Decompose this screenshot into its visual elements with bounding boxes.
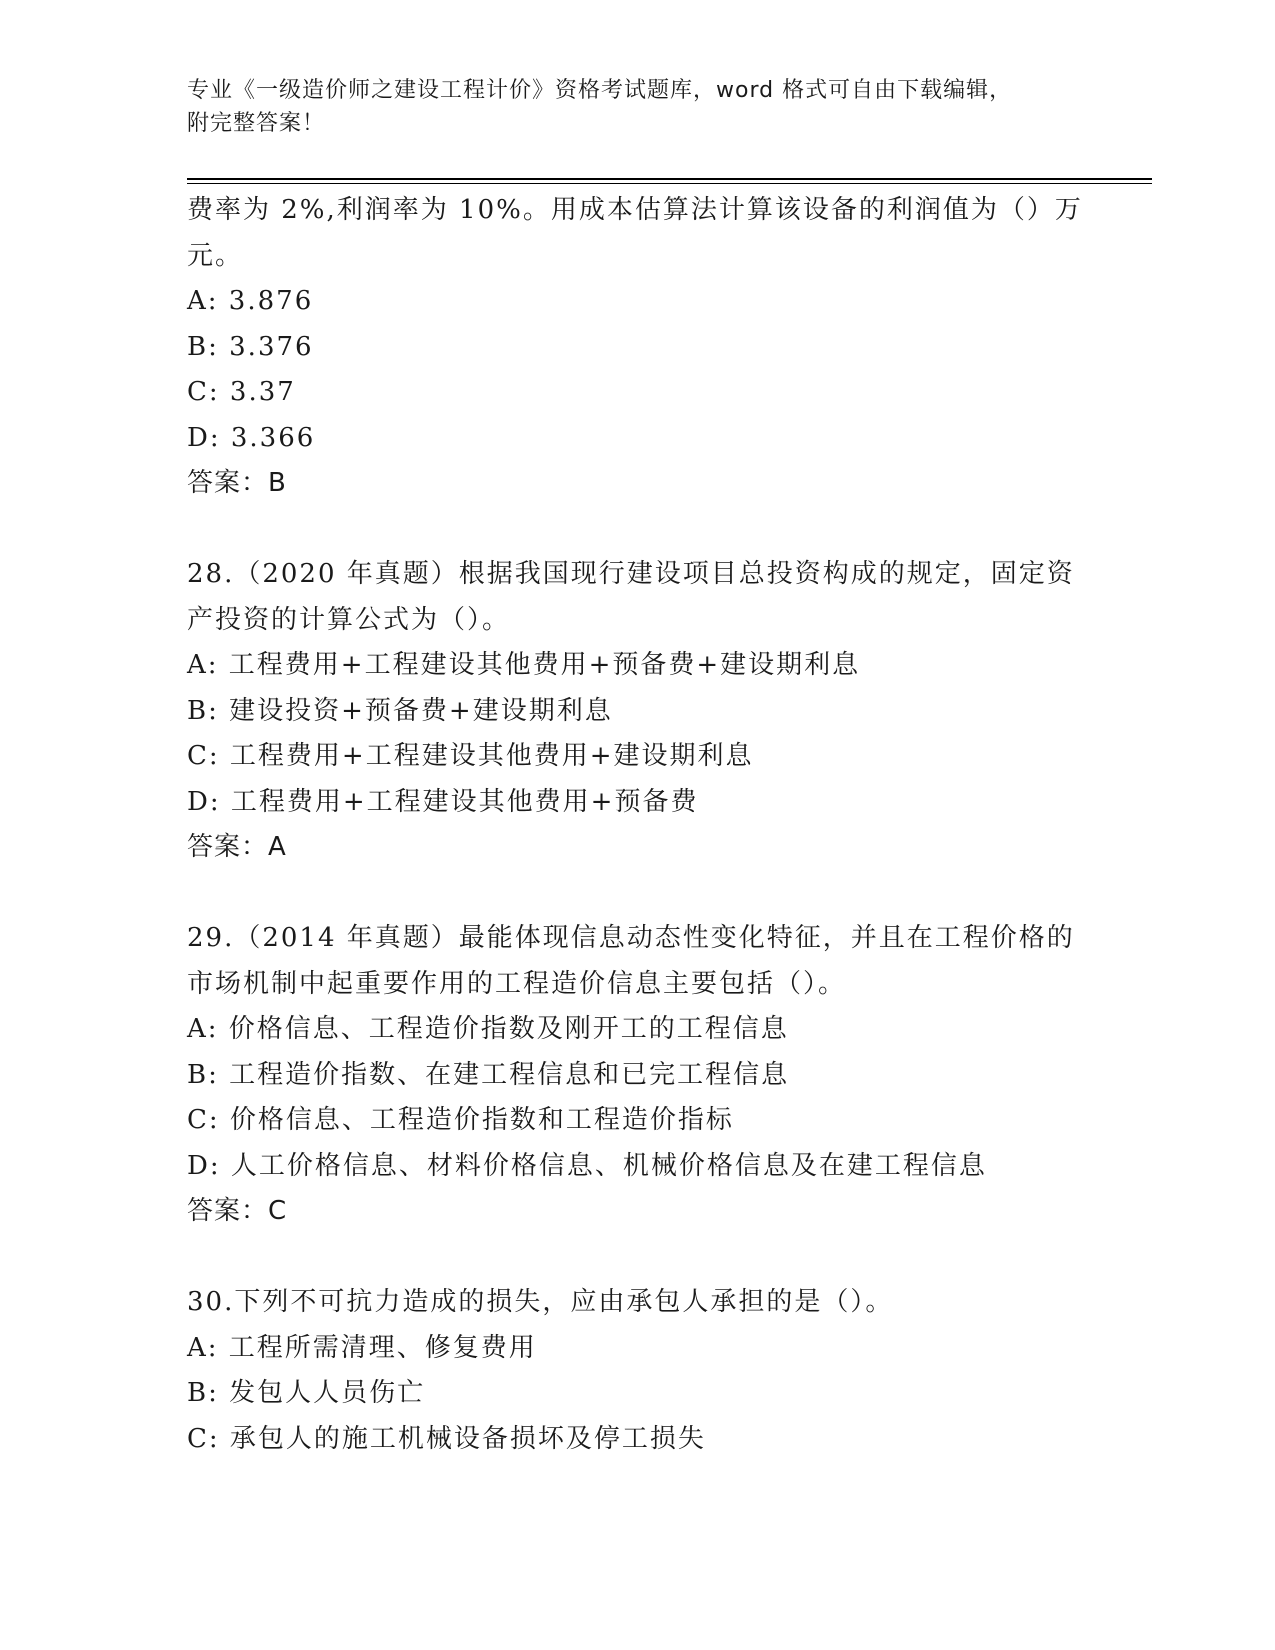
option-a: A: 3.876 bbox=[187, 286, 314, 316]
question-text-line: 市场机制中起重要作用的工程造价信息主要包括（）。 bbox=[187, 968, 847, 999]
question-27 bbox=[187, 188, 1087, 507]
option-c: C: 工程费用+工程建设其他费用+建设期利息 bbox=[187, 741, 754, 771]
question-30 bbox=[187, 1280, 1087, 1462]
question-text-line: 元。 bbox=[187, 240, 244, 271]
question-list bbox=[187, 188, 1087, 1462]
header-divider-thin bbox=[187, 183, 1152, 184]
spacer bbox=[187, 1235, 1087, 1281]
answer: 答案：A bbox=[187, 832, 287, 862]
question-text-line: 28.（2020 年真题）根据我国现行建设项目总投资构成的规定，固定资 bbox=[187, 559, 1075, 589]
option-a: A: 工程所需清理、修复费用 bbox=[187, 1332, 537, 1363]
question-text-line: 产投资的计算公式为（）。 bbox=[187, 604, 511, 635]
option-b: B: 建设投资+预备费+建设期利息 bbox=[187, 695, 613, 726]
question-text-line: 30.下列不可抗力造成的损失，应由承包人承担的是（）。 bbox=[187, 1287, 894, 1317]
spacer bbox=[187, 507, 1087, 553]
answer: 答案：C bbox=[187, 1196, 288, 1226]
option-b: B: 工程造价指数、在建工程信息和已完工程信息 bbox=[187, 1059, 790, 1090]
page-header bbox=[187, 74, 1087, 140]
option-c: C: 3.37 bbox=[187, 377, 296, 407]
question-text-line: 29.（2014 年真题）最能体现信息动态性变化特征，并且在工程价格的 bbox=[187, 923, 1075, 953]
option-d: D: 工程费用+工程建设其他费用+预备费 bbox=[187, 786, 699, 817]
option-c: C: 价格信息、工程造价指数和工程造价指标 bbox=[187, 1105, 734, 1135]
question-29 bbox=[187, 916, 1087, 1235]
option-b: B: 3.376 bbox=[187, 331, 314, 362]
header-line-1: 专业《一级造价师之建设工程计价》资格考试题库，word 格式可自由下载编辑， bbox=[187, 78, 1013, 103]
option-a: A: 工程费用+工程建设其他费用+预备费+建设期利息 bbox=[187, 650, 861, 680]
option-c: C: 承包人的施工机械设备损坏及停工损失 bbox=[187, 1423, 706, 1454]
spacer bbox=[187, 871, 1087, 917]
header-line-2: 附完整答案！ bbox=[187, 111, 326, 136]
option-d: D: 人工价格信息、材料价格信息、机械价格信息及在建工程信息 bbox=[187, 1150, 987, 1181]
answer: 答案：B bbox=[187, 468, 287, 498]
option-b: B: 发包人人员伤亡 bbox=[187, 1378, 426, 1408]
question-text-line: 费率为 2%,利润率为 10%。用成本估算法计算该设备的利润值为（）万 bbox=[187, 195, 1083, 225]
header-divider-thick bbox=[187, 178, 1152, 180]
question-28 bbox=[187, 552, 1087, 871]
option-a: A: 价格信息、工程造价指数及刚开工的工程信息 bbox=[187, 1014, 789, 1044]
option-d: D: 3.366 bbox=[187, 422, 316, 453]
